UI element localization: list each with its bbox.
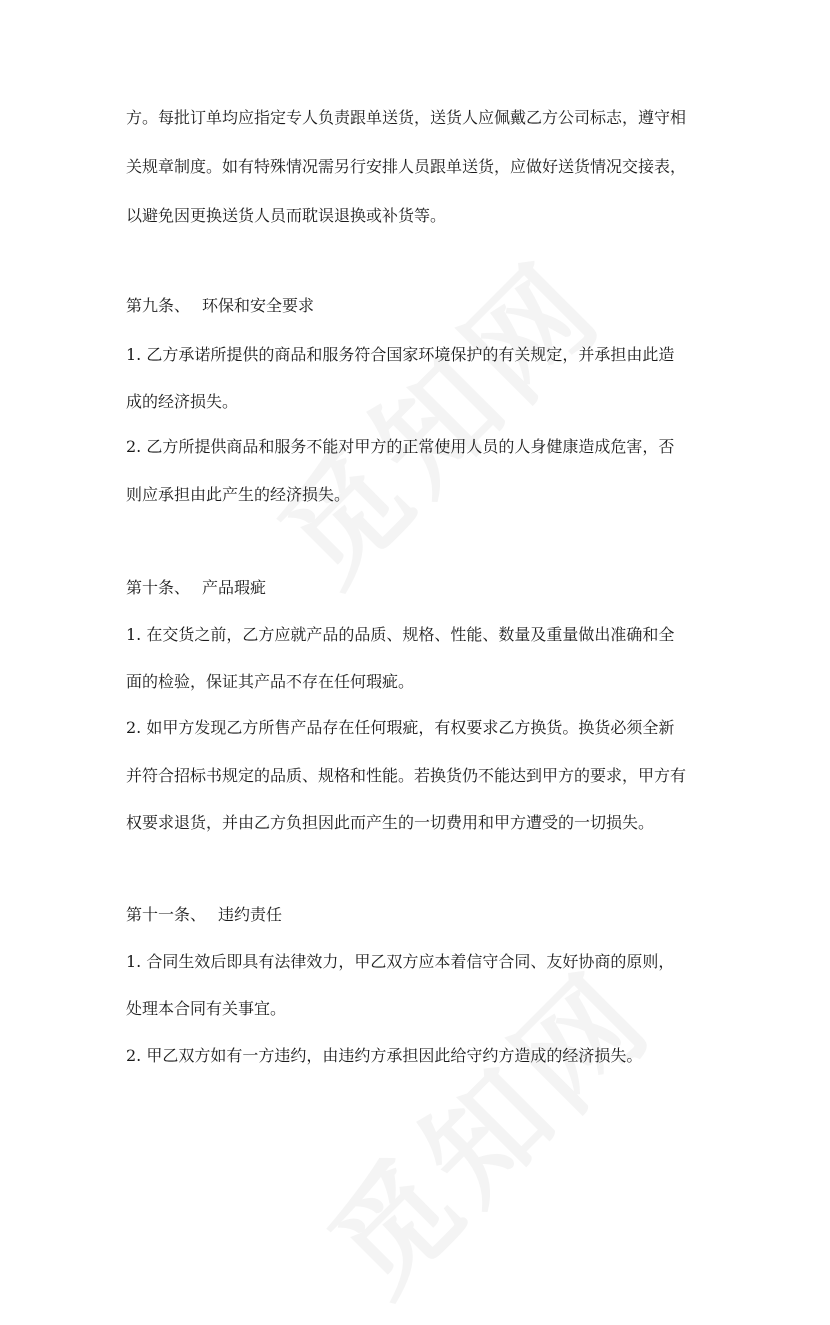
article-title: 违约责任 bbox=[218, 905, 283, 924]
article-heading-9 bbox=[126, 296, 314, 316]
clause-line: 成的经济损失。 bbox=[126, 392, 239, 411]
article-number: 第九条、 bbox=[126, 296, 191, 315]
article-number: 第十一条、 bbox=[126, 905, 207, 924]
watermark bbox=[236, 217, 633, 614]
clause-line: 1. 乙方承诺所提供的商品和服务符合国家环境保护的有关规定，并承担由此造 bbox=[126, 345, 675, 364]
clause-line: 则应承担由此产生的经济损失。 bbox=[126, 485, 351, 504]
paragraph-line: 关规章制度。如有特殊情况需另行安排人员跟单送货，应做好送货情况交接表， bbox=[126, 157, 687, 176]
clause-line: 并符合招标书规定的品质、规格和性能。若换货仍不能达到甲方的要求，甲方有 bbox=[126, 766, 687, 785]
watermark bbox=[286, 927, 683, 1324]
paragraph-line: 以避免因更换送货人员而耽误退换或补货等。 bbox=[126, 206, 447, 225]
clause-line: 1. 合同生效后即具有法律效力，甲乙双方应本着信守合同、友好协商的原则， bbox=[126, 952, 675, 971]
clause-line: 2. 甲乙双方如有一方违约，由违约方承担因此给守约方造成的经济损失。 bbox=[126, 1046, 643, 1065]
paragraph-line: 方。每批订单均应指定专人负责跟单送货，送货人应佩戴乙方公司标志，遵守相 bbox=[126, 108, 687, 127]
clause-line: 处理本合同有关事宜。 bbox=[126, 999, 287, 1018]
clause-line: 1. 在交货之前，乙方应就产品的品质、规格、性能、数量及重量做出准确和全 bbox=[126, 625, 675, 644]
article-title: 产品瑕疵 bbox=[202, 578, 267, 597]
article-heading-11 bbox=[126, 905, 282, 925]
article-title: 环保和安全要求 bbox=[202, 296, 315, 315]
clause-line: 权要求退货，并由乙方负担因此而产生的一切费用和甲方遭受的一切损失。 bbox=[126, 813, 655, 832]
clause-line: 面的检验，保证其产品不存在任何瑕疵。 bbox=[126, 672, 415, 691]
clause-line: 2. 如甲方发现乙方所售产品存在任何瑕疵，有权要求乙方换货。换货必须全新 bbox=[126, 718, 675, 737]
article-number: 第十条、 bbox=[126, 578, 191, 597]
clause-line: 2. 乙方所提供商品和服务不能对甲方的正常使用人员的人身健康造成危害，否 bbox=[126, 437, 675, 456]
article-heading-10 bbox=[126, 578, 266, 598]
